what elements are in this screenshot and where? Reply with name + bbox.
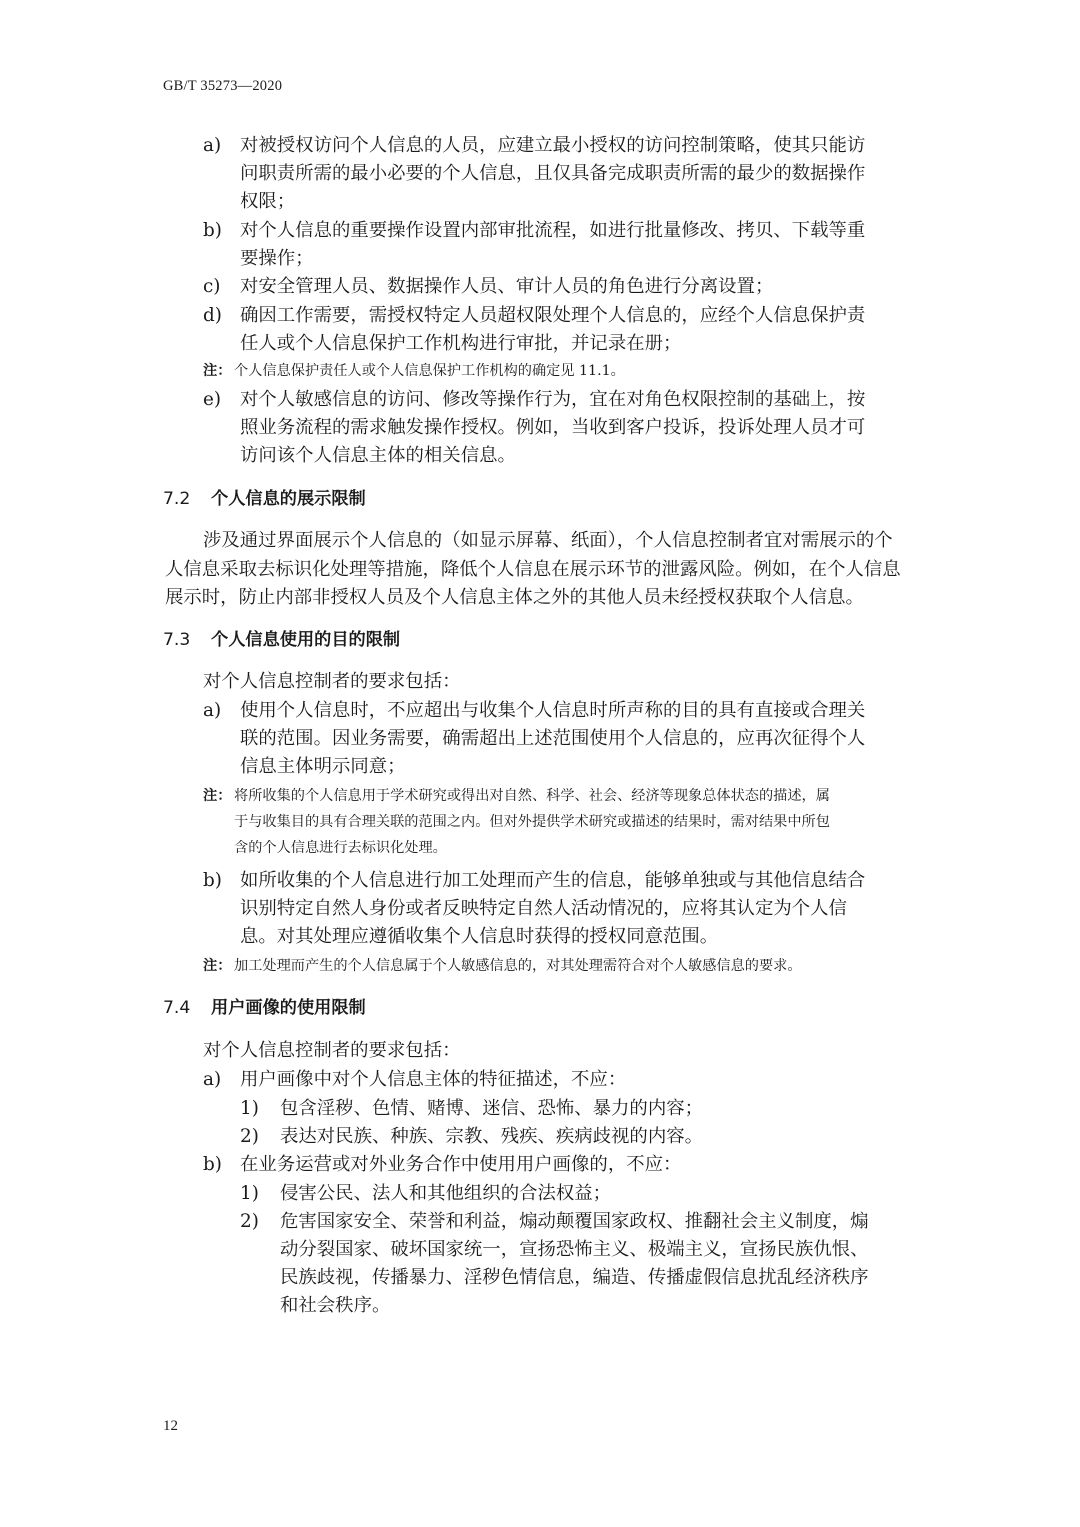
sublist-text-line: 民族歧视，传播暴力、淫秽色情信息，编造、传播虚假信息扰乱经济秩序: [280, 1267, 869, 1288]
paragraph-line: 展示时，防止内部非授权人员及个人信息主体之外的其他人员未经授权获取个人信息。: [165, 587, 864, 608]
note-label: 注：: [203, 958, 232, 974]
list-text-line: 确因工作需要，需授权特定人员超权限处理个人信息的，应经个人信息保护责: [240, 305, 866, 326]
list-label: a): [203, 700, 222, 721]
list-text-line: 对个人信息的重要操作设置内部审批流程，如进行批量修改、拷贝、下载等重: [240, 220, 866, 241]
list-label: a): [203, 1069, 222, 1090]
sublist-text-line: 表达对民族、种族、宗教、残疾、疾病歧视的内容。: [280, 1126, 703, 1147]
sublist-label: 1): [240, 1183, 259, 1204]
list-text-line: 任人或个人信息保护工作机构进行审批，并记录在册；: [240, 333, 682, 354]
list-label: b): [203, 870, 222, 891]
section-title: 个人信息的展示限制: [211, 489, 366, 509]
paragraph-line: 对个人信息控制者的要求包括：: [203, 1040, 461, 1061]
list-text-line: 对个人敏感信息的访问、修改等操作行为，宜在对角色权限控制的基础上，按: [240, 389, 866, 410]
section-number: 7.4: [163, 998, 191, 1018]
sublist-label: 2): [240, 1126, 259, 1147]
list-text-line: 息。对其处理应遵循收集个人信息时获得的授权同意范围。: [240, 926, 719, 947]
section-number: 7.3: [163, 630, 191, 650]
note-text-line: 于与收集目的具有合理关联的范围之内。但对外提供学术研究或描述的结果时，需对结果中所包: [234, 814, 830, 830]
list-text-line: 用户画像中对个人信息主体的特征描述，不应：: [240, 1069, 627, 1090]
list-text-line: 对安全管理人员、数据操作人员、审计人员的角色进行分离设置；: [240, 276, 774, 297]
list-label: e): [203, 389, 222, 410]
note-text-line: 将所收集的个人信息用于学术研究或得出对自然、科学、社会、经济等现象总体状态的描述，属: [234, 788, 830, 804]
note-text-line: 个人信息保护责任人或个人信息保护工作机构的确定见 11.1。: [234, 363, 625, 379]
list-label: d): [203, 305, 222, 326]
list-text-line: 联的范围。因业务需要，确需超出上述范围使用个人信息的，应再次征得个人: [240, 728, 866, 749]
paragraph-line: 涉及通过界面展示个人信息的（如显示屏幕、纸面），个人信息控制者宜对需展示的个: [203, 530, 893, 551]
section-number: 7.2: [163, 489, 191, 509]
list-label: c): [203, 276, 221, 297]
sublist-text-line: 包含淫秽、色情、赌博、迷信、恐怖、暴力的内容；: [280, 1098, 703, 1119]
list-label: b): [203, 220, 222, 241]
list-label: b): [203, 1154, 222, 1175]
sublist-text-line: 动分裂国家、破坏国家统一，宣扬恐怖主义、极端主义，宣扬民族仇恨、: [280, 1239, 869, 1260]
list-text-line: 识别特定自然人身份或者反映特定自然人活动情况的，应将其认定为个人信: [240, 898, 847, 919]
note-label: 注：: [203, 788, 232, 804]
list-text-line: 对被授权访问个人信息的人员，应建立最小授权的访问控制策略，使其只能访: [240, 135, 866, 156]
paragraph-line: 对个人信息控制者的要求包括：: [203, 671, 461, 692]
list-text-line: 权限；: [240, 191, 296, 212]
note-text-line: 加工处理而产生的个人信息属于个人敏感信息的，对其处理需符合对个人敏感信息的要求。: [234, 958, 802, 974]
list-label: a): [203, 135, 222, 156]
section-title: 个人信息使用的目的限制: [211, 630, 401, 650]
list-text-line: 使用个人信息时，不应超出与收集个人信息时所声称的目的具有直接或合理关: [240, 700, 866, 721]
sublist-label: 2): [240, 1211, 259, 1232]
note-label: 注：: [203, 363, 232, 379]
sublist-text-line: 和社会秩序。: [280, 1295, 391, 1316]
page-number: 12: [163, 1418, 178, 1434]
list-text-line: 问职责所需的最小必要的个人信息，且仅具备完成职责所需的最少的数据操作: [240, 163, 866, 184]
section-title: 用户画像的使用限制: [211, 998, 366, 1018]
sublist-text-line: 侵害公民、法人和其他组织的合法权益；: [280, 1183, 612, 1204]
list-text-line: 信息主体明示同意；: [240, 756, 406, 777]
list-text-line: 在业务运营或对外业务合作中使用用户画像的，不应：: [240, 1154, 682, 1175]
list-text-line: 如所收集的个人信息进行加工处理而产生的信息，能够单独或与其他信息结合: [240, 870, 866, 891]
list-text-line: 要操作；: [240, 248, 314, 269]
note-text-line: 含的个人信息进行去标识化处理。: [234, 840, 447, 856]
document-code-header: GB/T 35273—2020: [163, 78, 283, 94]
paragraph-line: 人信息采取去标识化处理等措施，降低个人信息在展示环节的泄露风险。例如，在个人信息: [165, 559, 901, 580]
sublist-text-line: 危害国家安全、荣誉和利益，煽动颠覆国家政权、推翻社会主义制度，煽: [280, 1211, 869, 1232]
sublist-label: 1): [240, 1098, 259, 1119]
list-text-line: 照业务流程的需求触发操作授权。例如，当收到客户投诉，投诉处理人员才可: [240, 417, 866, 438]
list-text-line: 访问该个人信息主体的相关信息。: [240, 445, 516, 466]
